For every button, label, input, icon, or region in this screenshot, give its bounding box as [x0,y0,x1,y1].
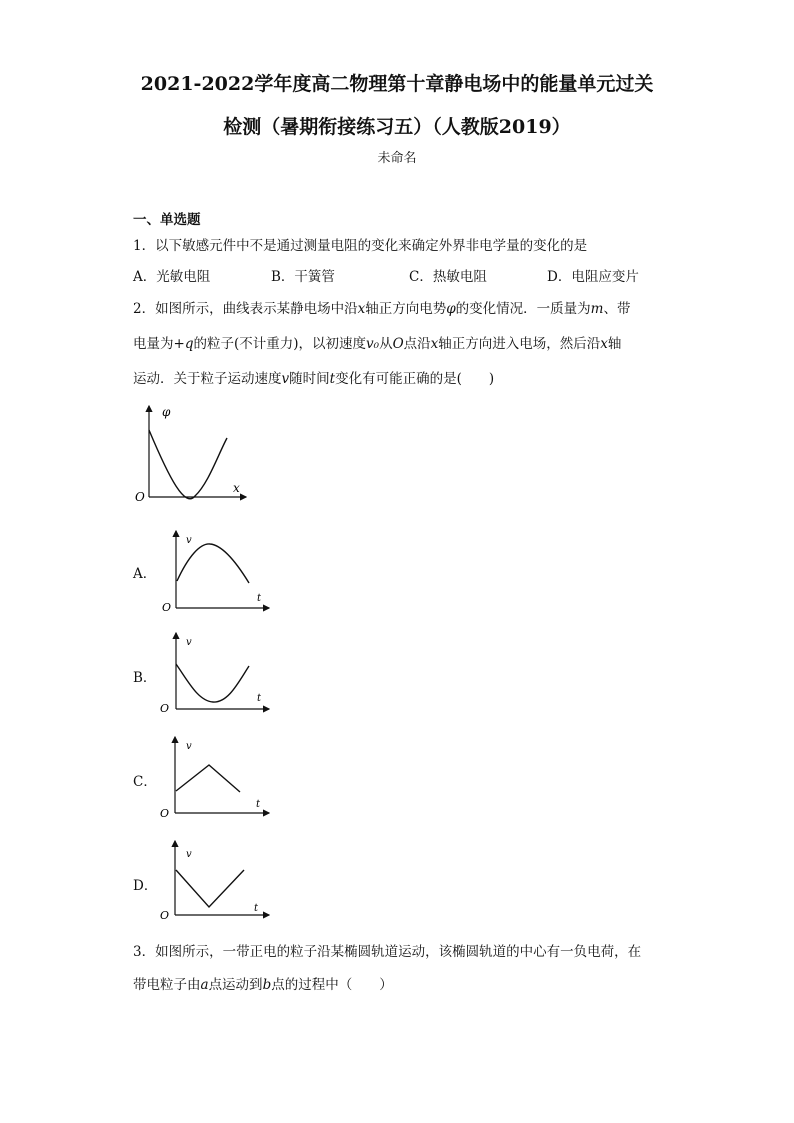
q2-choice-b-label: B． [133,670,157,686]
svg-text:O: O [160,909,170,922]
q2-choice-b-graph [158,631,273,721]
section-heading: 一、单选题 [133,212,201,228]
document-title-line2: 检测（暑期衔接练习五）（人教版2019） [223,116,571,138]
svg-text:O: O [160,702,170,715]
velocity-curve-a [177,544,249,583]
question-2-line3: 运动．关于粒子运动速度v随时间t变化有可能正确的是( ) [133,371,495,387]
q2-choice-d-graph [158,839,273,929]
document-title-line1: 2021-2022学年度高二物理第十章静电场中的能量单元过关 [140,73,654,95]
svg-text:t: t [257,693,262,704]
question-3-line2: 带电粒子由a点运动到b点的过程中（ ） [133,977,393,993]
svg-text:t: t [257,593,262,604]
q2-choice-a-label: A． [133,566,157,582]
svg-text:v: v [186,535,192,546]
q1-option-b: B．干簧管 [271,269,335,285]
question-2-line1: 2．如图所示，曲线表示某静电场中沿x轴正方向电势φ的变化情况．一质量为m、带 [133,301,631,317]
svg-text:t: t [254,903,259,914]
question-3-line1: 3．如图所示，一带正电的粒子沿某椭圆轨道运动，该椭圆轨道的中心有一负电荷，在 [133,944,642,960]
question-1-text: 1．以下敏感元件中不是通过测量电阻的变化来确定外界非电学量的变化的是 [133,238,588,254]
q2-choice-d-label: D． [133,878,158,894]
velocity-curve-b [176,664,249,702]
document-subtitle: 未命名 [377,151,417,166]
origin-label: O [135,490,145,504]
q2-choice-c-graph [158,735,273,825]
svg-text:v: v [186,741,192,752]
q1-option-c: C．热敏电阻 [409,269,487,285]
svg-text:O: O [160,807,170,820]
velocity-curve-c [176,765,240,792]
phi-label: φ [162,405,171,419]
q2-choice-c-label: C． [133,774,157,790]
potential-curve [149,430,227,499]
q1-option-a: A．光敏电阻 [133,269,211,285]
x-label: x [233,481,240,495]
q1-option-d: D．电阻应变片 [547,269,639,285]
velocity-curve-d [176,870,244,907]
svg-text:O: O [162,601,172,614]
svg-text:v: v [186,849,192,860]
svg-text:v: v [186,637,192,648]
question-2-line2: 电量为+q的粒子(不计重力)，以初速度v₀从O点沿x轴正方向进入电场，然后沿x轴 [133,336,622,352]
q2-choice-a-graph [158,527,273,617]
svg-text:t: t [256,799,261,810]
potential-graph [130,400,260,508]
